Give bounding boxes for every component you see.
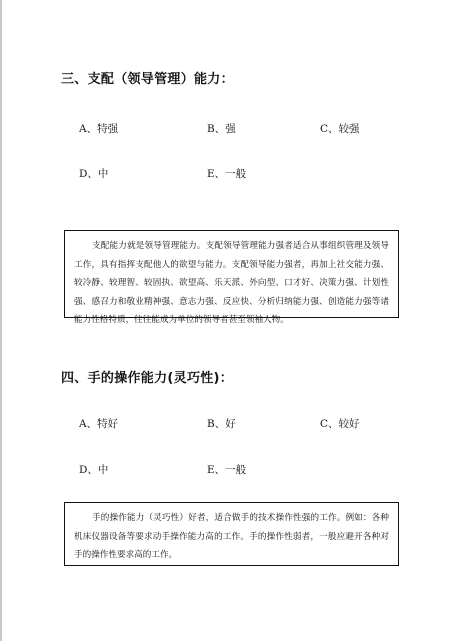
option-e: E、一般 — [207, 168, 247, 180]
explanation-text: 支配能力就是领导管理能力。支配领导管理能力强者适合从事组织管理及领导工作，具有指挥支配他人的欲望与能力。支配领导能力强者，再加上社交能力强、较冷静、较理智、较固执、欲望高、乐天派、外向型、口才好、决策力强、计划性强、感召力和敬业精神强、意志力强、反应快、分析归纳能力强、创造能力强等诸能力性格特质，往往能成为单位的领导者甚至领袖人物。 — [74, 241, 389, 325]
page-edge — [0, 0, 2, 641]
section-heading-manual-dexterity: 四、手的操作能力(灵巧性)： — [61, 371, 234, 386]
option-e: E、一般 — [207, 464, 247, 476]
option-c: C、较好 — [320, 418, 360, 430]
option-d: D、中 — [79, 464, 109, 476]
explanation-box-dominance — [64, 230, 399, 325]
explanation-text: 手的操作能力（灵巧性）好者，适合做手的技术操作性强的工作。例如：各种机床仪器设备等要求动手操作能力高的工作。手的操作性弱者，一般应避开各种对手的操作性要求高的工作。 — [74, 513, 389, 560]
option-d: D、中 — [79, 168, 109, 180]
option-b: B、好 — [207, 418, 236, 430]
explanation-box-manual-dexterity — [64, 502, 399, 566]
section-heading-dominance: 三、支配（领导管理）能力： — [61, 72, 234, 87]
option-a: A、特好 — [79, 418, 119, 430]
option-b: B、强 — [207, 123, 236, 135]
option-c: C、较强 — [320, 123, 360, 135]
option-a: A、特强 — [79, 123, 119, 135]
